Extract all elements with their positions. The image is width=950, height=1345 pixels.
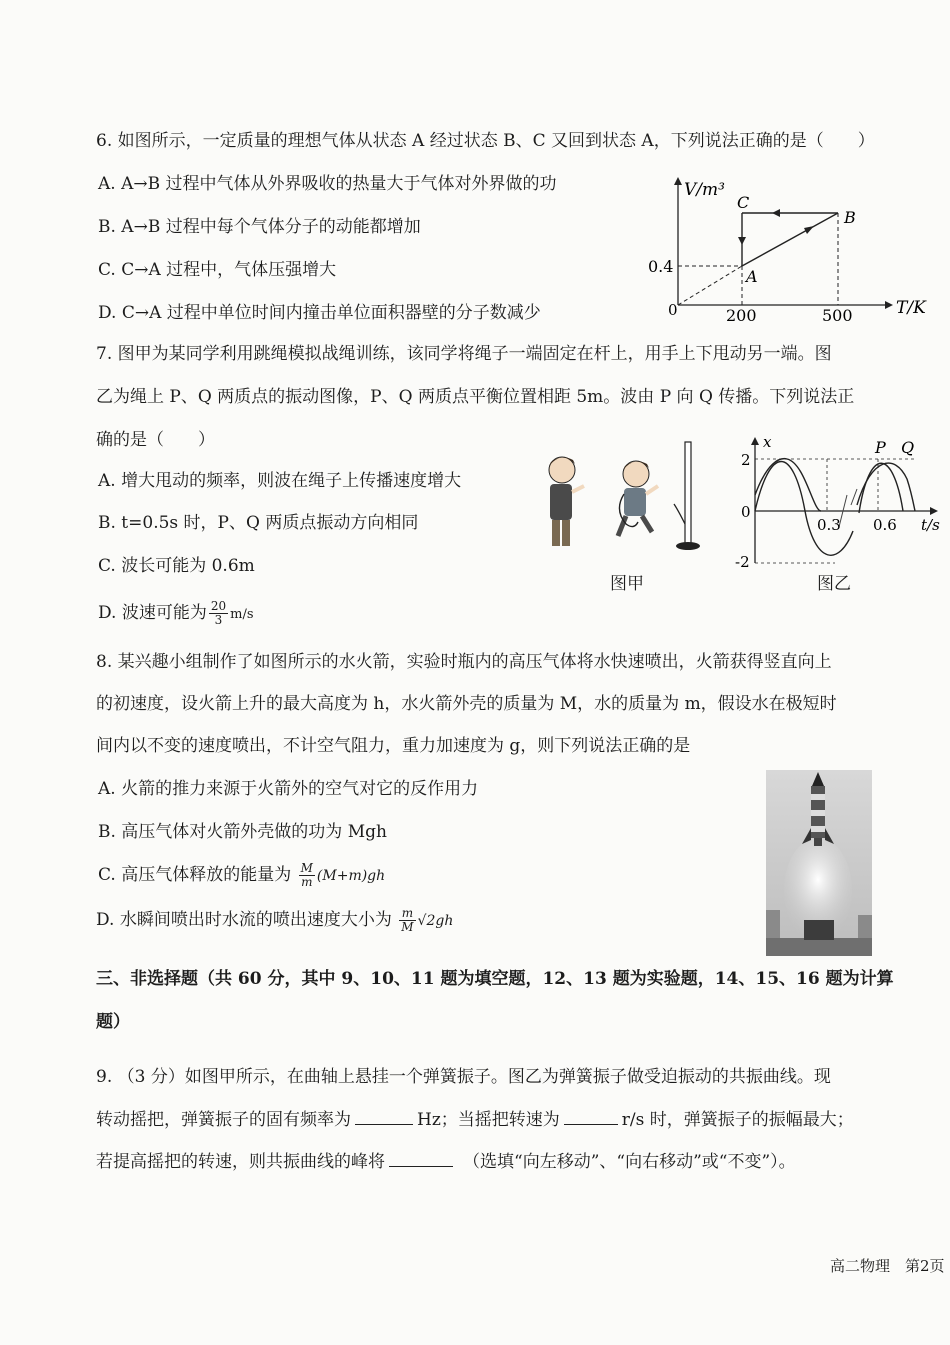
q9-line-3-part-a: 若提高摇把的转速，则共振曲线的峰将 — [96, 1152, 385, 1172]
q9-line-2-part-c: r/s 时，弹簧振子的振幅最大； — [621, 1110, 854, 1130]
q7-y-tick-0: 0 — [741, 503, 751, 521]
q7-option-d-numerator: 20 — [210, 599, 227, 613]
page-footer: 高二物理 第2页 — [830, 1257, 945, 1275]
q8-option-d-fraction — [399, 907, 415, 934]
q6-vt-graph — [640, 175, 940, 325]
q7-curve-p — [755, 462, 853, 556]
q8-option-d-numerator: m — [399, 907, 415, 921]
q7-stem-line-1: 7. 图甲为某同学利用跳绳模拟战绳训练，该同学将绳子一端固定在杆上，用手上下甩动另一端。图 — [96, 344, 832, 364]
q8-option-d — [96, 903, 453, 938]
q8-option-d-denominator: M — [401, 920, 414, 934]
q7-x-axis-label: t/s — [921, 516, 940, 534]
q6-option-a: A. A→B 过程中气体从外界吸收的热量大于气体对外界做的功 — [98, 174, 557, 194]
q8-stem-line-1: 8. 某兴趣小组制作了如图所示的水火箭，实验时瓶内的高压气体将水快速喷出，火箭获得竖直向上 — [96, 652, 832, 672]
q6-stem: 6. 如图所示，一定质量的理想气体从状态 A 经过状态 B、C 又回到状态 A，下列说法正确的是（ ） — [96, 131, 875, 151]
q8-stem-line-3: 间内以不变的速度喷出，不计空气阻力，重力加速度为 g，则下列说法正确的是 — [96, 736, 691, 756]
q8-option-c-prefix: C. 高压气体释放的能量为 — [98, 865, 292, 885]
q7-option-d — [98, 596, 254, 632]
q7-y-tick-2: 2 — [741, 451, 751, 469]
section-3-heading-line-1: 三、非选择题（共 60 分，其中 9、10、11 题为填空题，12、13 题为实验题，14、15、16 题为计算 — [96, 969, 894, 989]
q6-x-tick-200: 200 — [726, 306, 757, 325]
q6-x-tick-500: 500 — [822, 306, 853, 325]
q6-point-b-label: B — [844, 208, 856, 227]
section-3-heading-line-2: 题） — [96, 1012, 130, 1032]
q8-option-a: A. 火箭的推力来源于火箭外的空气对它的反作用力 — [98, 779, 479, 799]
q7-x-tick-03: 0.3 — [817, 516, 841, 534]
q7-curve-q-label: Q — [901, 438, 915, 457]
student-1-figure — [549, 457, 584, 546]
q7-figure-yi-graph — [735, 435, 945, 570]
q8-option-b: B. 高压气体对火箭外壳做的功为 Mgh — [98, 822, 387, 842]
q7-stem-line-2: 乙为绳上 P、Q 两质点的振动图像，P、Q 两质点平衡位置相距 5m。波由 P 向 Q 传播。下列说法正 — [96, 387, 855, 407]
q9-line-2-part-b: Hz；当摇把转速为 — [417, 1110, 560, 1130]
q9-blank-peak-shift[interactable] — [389, 1150, 453, 1167]
q6-option-c: C. C→A 过程中，气体压强增大 — [98, 260, 337, 280]
q7-y-tick-neg2: -2 — [735, 553, 750, 571]
q6-option-b: B. A→B 过程中每个气体分子的动能都增加 — [98, 217, 421, 237]
q7-figure-yi-label: 图乙 — [817, 574, 851, 594]
pole-figure — [674, 442, 700, 550]
q6-option-d: D. C→A 过程中单位时间内撞击单位面积器壁的分子数减少 — [98, 303, 541, 323]
q7-option-c: C. 波长可能为 0.6m — [98, 556, 255, 576]
q7-option-d-denominator: 3 — [214, 613, 223, 627]
q6-y-tick-label: 0.4 — [648, 257, 674, 276]
q9-line-2-part-a: 转动摇把，弹簧振子的固有频率为 — [96, 1110, 351, 1130]
q7-option-b: B. t=0.5s 时，P、Q 两质点振动方向相同 — [98, 513, 419, 533]
q9-line-3 — [96, 1150, 796, 1173]
q9-line-2 — [96, 1108, 854, 1131]
q8-stem-line-2: 的初速度，设火箭上升的最大高度为 h，水火箭外壳的质量为 M，水的质量为 m，假设水在极短时 — [96, 694, 837, 714]
q7-curve-q — [755, 459, 821, 511]
q7-figure-jia-label: 图甲 — [610, 574, 644, 594]
q8-option-c-fraction — [299, 862, 315, 889]
q7-curve-p-label: P — [875, 438, 886, 457]
q8-option-c-rest: (M+m)gh — [316, 868, 386, 884]
q7-stem-line-3: 确的是（ ） — [96, 430, 215, 450]
q6-point-c-label: C — [737, 193, 750, 212]
q8-water-rocket-photo — [766, 770, 872, 956]
q9-line-3-part-b: （选填“向左移动”、“向右移动”或“不变”）。 — [463, 1152, 796, 1172]
q7-x-tick-06: 0.6 — [873, 516, 897, 534]
q8-option-c-denominator: m — [301, 875, 313, 889]
q8-option-c — [98, 858, 385, 893]
q6-x-axis-label: T/K — [896, 298, 926, 318]
q9-blank-crank-speed[interactable] — [564, 1108, 618, 1125]
q8-option-d-prefix: D. 水瞬间喷出时水流的喷出速度大小为 — [96, 910, 392, 930]
q6-point-a-label: A — [746, 267, 758, 286]
q7-option-d-prefix: D. 波速可能为 — [98, 603, 207, 623]
q6-y-axis-label: V/m³ — [684, 180, 725, 200]
q6-origin-label: 0 — [668, 301, 678, 319]
q8-option-d-rest: √2gh — [417, 913, 454, 929]
q7-option-d-fraction — [209, 600, 228, 627]
q7-option-a: A. 增大甩动的频率，则波在绳子上传播速度增大 — [98, 471, 462, 491]
student-2-figure — [618, 461, 658, 536]
q7-y-axis-label: x — [763, 433, 772, 451]
q9-blank-natural-frequency[interactable] — [355, 1108, 413, 1125]
q9-line-1: 9. （3 分）如图甲所示，在曲轴上悬挂一个弹簧振子。图乙为弹簧振子做受迫振动的共振曲线。现 — [96, 1067, 831, 1087]
q7-option-d-unit: m/s — [230, 607, 254, 622]
q8-option-c-numerator: M — [300, 861, 313, 875]
